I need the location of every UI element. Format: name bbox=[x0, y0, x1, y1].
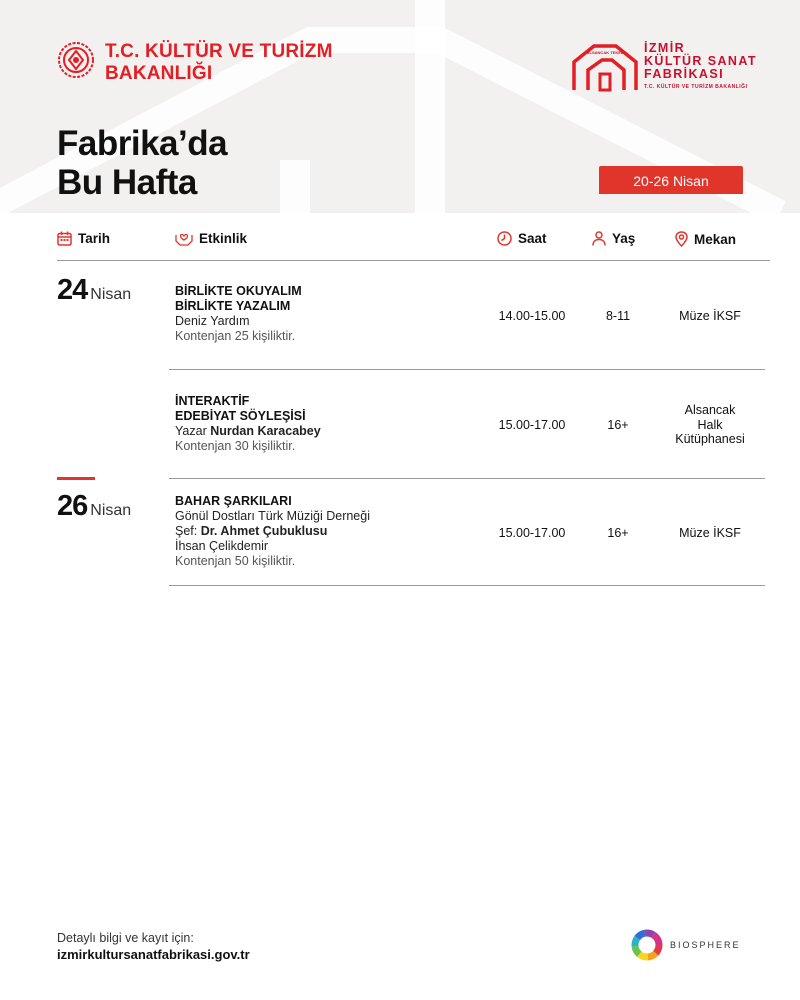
event-title-line1: BİRLİKTE OKUYALIM bbox=[175, 284, 302, 298]
ministry-emblem-icon bbox=[57, 41, 95, 79]
event-quota: Kontenjan 50 kişiliktir. bbox=[175, 554, 296, 568]
biosphere-ring-icon bbox=[630, 928, 664, 962]
iksf-line1: İZMİR bbox=[644, 40, 686, 55]
header-divider bbox=[57, 260, 770, 261]
event-organization: Gönül Dostları Türk Müziği Derneği bbox=[175, 509, 370, 523]
event-time: 15.00-17.00 bbox=[498, 526, 566, 540]
iksf-logo bbox=[572, 40, 757, 92]
event-venue-line3: Kütüphanesi bbox=[675, 432, 745, 446]
event-person-prefix: Yazar bbox=[175, 424, 207, 438]
event-item-1 bbox=[175, 284, 475, 344]
day-month: Nisan bbox=[90, 502, 132, 519]
day-number: 24 bbox=[57, 274, 88, 306]
ministry-logo bbox=[57, 41, 333, 85]
event-title-line2: EDEBİYAT SÖYLEŞİSİ bbox=[175, 409, 306, 423]
iksf-factory-icon bbox=[572, 40, 638, 92]
iksf-logo-top-text: ALSANCAK TEKEL bbox=[586, 50, 624, 55]
event-person-prefix: Şef: bbox=[175, 524, 198, 538]
event-person-line bbox=[175, 424, 475, 439]
event-age: 8-11 bbox=[605, 309, 631, 323]
ministry-name-line2: BAKANLIĞI bbox=[105, 63, 213, 84]
event-item-3 bbox=[175, 494, 475, 569]
website-link[interactable]: izmirkultursanatfabrikasi.gov.tr bbox=[57, 947, 250, 962]
event-time: 15.00-17.00 bbox=[498, 418, 566, 432]
event-title-line1: İNTERAKTİF bbox=[175, 394, 250, 408]
page-title-line2: Bu Hafta bbox=[57, 163, 197, 202]
day-label-24 bbox=[57, 274, 131, 307]
row-divider bbox=[169, 585, 765, 586]
day-label-26 bbox=[57, 490, 131, 523]
column-header-event-label: Etkinlik bbox=[199, 231, 248, 246]
calendar-icon bbox=[57, 231, 72, 246]
day-accent-mark bbox=[57, 477, 95, 480]
event-quota: Kontenjan 25 kişiliktir. bbox=[175, 329, 296, 343]
row-divider bbox=[169, 369, 765, 370]
biosphere-logo bbox=[630, 928, 741, 962]
event-venue: Müze İKSF bbox=[679, 309, 741, 323]
event-venue bbox=[650, 403, 770, 447]
column-header-date-label: Tarih bbox=[78, 231, 111, 246]
iksf-line2: KÜLTÜR SANAT bbox=[644, 53, 757, 68]
row-divider bbox=[169, 478, 765, 479]
event-age: 16+ bbox=[607, 418, 629, 432]
page-title-line1: Fabrika’da bbox=[57, 124, 228, 163]
column-header-time-label: Saat bbox=[518, 231, 547, 246]
day-number: 26 bbox=[57, 490, 88, 522]
event-person: Deniz Yardım bbox=[175, 314, 250, 328]
day-month: Nisan bbox=[90, 286, 132, 303]
page-title bbox=[57, 124, 227, 202]
column-header-age-label: Yaş bbox=[612, 231, 636, 246]
footer-label: Detaylı bilgi ve kayıt için: bbox=[57, 931, 194, 945]
event-person: Nurdan Karacabey bbox=[210, 424, 321, 438]
biosphere-label: BIOSPHERE bbox=[670, 940, 741, 950]
column-header-event bbox=[175, 231, 247, 246]
column-header-venue bbox=[675, 231, 736, 247]
event-time: 14.00-15.00 bbox=[498, 309, 566, 323]
location-pin-icon bbox=[675, 231, 688, 247]
event-quota: Kontenjan 30 kişiliktir. bbox=[175, 439, 296, 453]
event-age: 16+ bbox=[607, 526, 629, 540]
event-title-line1: BAHAR ŞARKILARI bbox=[175, 494, 292, 508]
ministry-name-line1: T.C. KÜLTÜR VE TURİZM bbox=[105, 41, 333, 62]
person-icon bbox=[592, 231, 606, 246]
event-person-line bbox=[175, 524, 475, 539]
hands-heart-icon bbox=[175, 231, 193, 246]
event-venue-line1: Alsancak bbox=[684, 403, 736, 417]
column-header-age bbox=[592, 231, 635, 246]
column-header-time bbox=[497, 231, 547, 246]
event-item-2 bbox=[175, 394, 475, 454]
date-range-badge: 20-26 Nisan bbox=[599, 166, 743, 194]
event-venue: Müze İKSF bbox=[679, 526, 741, 540]
column-header-date bbox=[57, 231, 110, 246]
clock-icon bbox=[497, 231, 512, 246]
event-person-2: İhsan Çelikdemir bbox=[175, 539, 269, 553]
event-person: Dr. Ahmet Çubuklusu bbox=[200, 524, 328, 538]
event-venue-line2: Halk bbox=[697, 417, 723, 432]
event-title-line2: BİRLİKTE YAZALIM bbox=[175, 299, 291, 313]
iksf-line3: FABRİKASI bbox=[644, 66, 724, 81]
iksf-sub: T.C. KÜLTÜR VE TURİZM BAKANLIĞI bbox=[644, 83, 748, 90]
column-header-venue-label: Mekan bbox=[694, 231, 737, 247]
